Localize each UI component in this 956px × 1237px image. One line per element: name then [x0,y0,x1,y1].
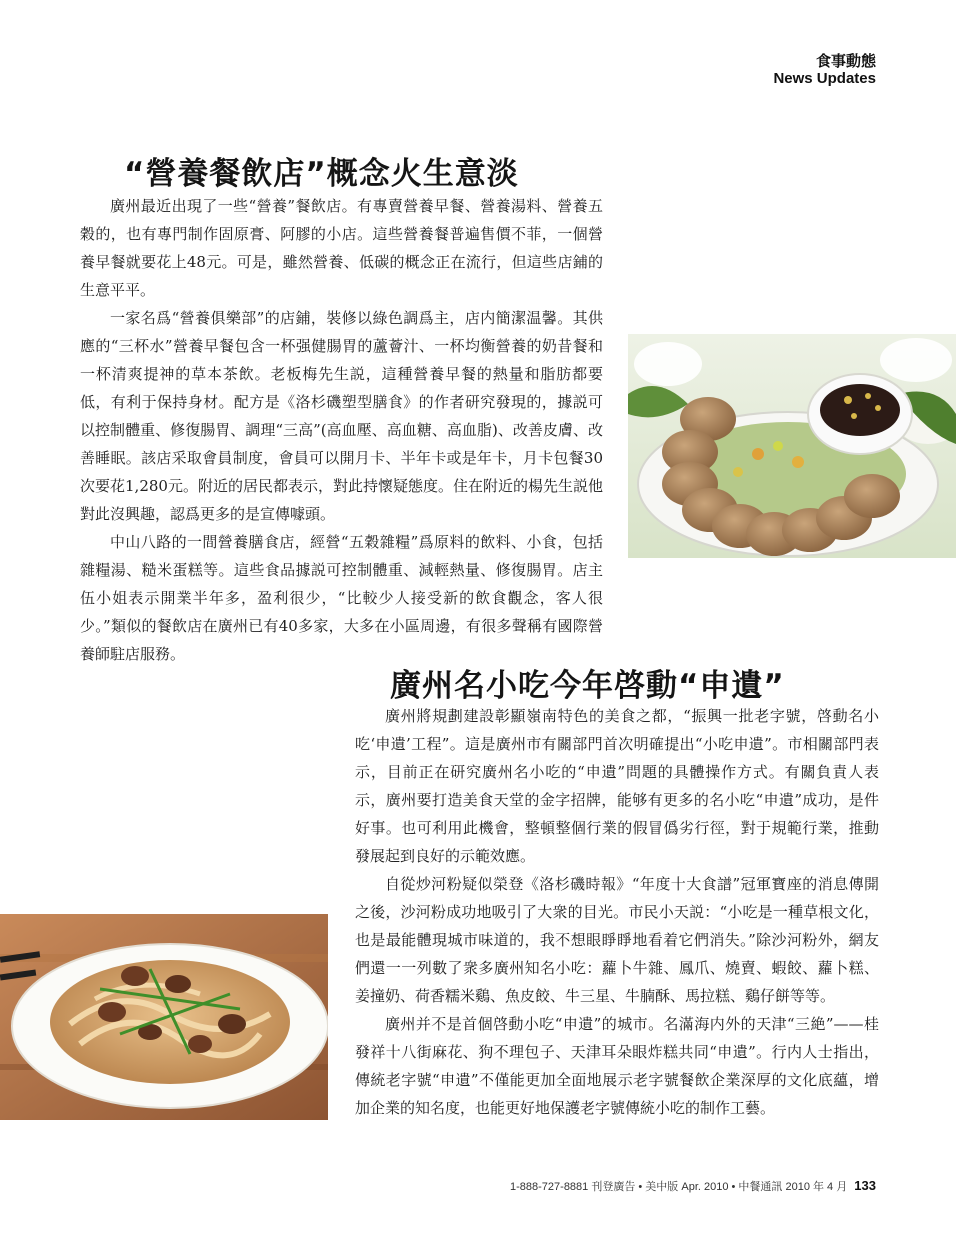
article2-paragraph: 自從炒河粉疑似榮登《洛杉磯時報》“年度十大食譜”冠軍寶座的消息傳開之後，沙河粉成功地吸引了大衆的目光。市民小天説：“小吃是一種草根文化，也是最能體現城市味道的，我不想眼睜睜地看着它們消失。”除沙河粉外，網友們還一一列數了衆多廣州知名小吃：蘿卜牛雜、鳳爪、燒賣、蝦餃、蘿卜糕、姜撞奶、荷香糯米鷄、魚皮餃、牛三星、牛腩酥、馬拉糕、鷄仔餅等等。 [355,875,879,1005]
fried-noodles-photo [0,914,328,1120]
article1-title: “營養餐飲店”概念火生意淡 [124,156,519,192]
article2-title: 廣州名小吃今年啓動“申遺” [390,668,785,704]
article2-body [355,702,879,1122]
nutrition-dish-photo [628,334,956,558]
article1-paragraph: 廣州最近出現了一些“營養”餐飲店。有專賣營養早餐、營養湯料、營養五穀的，也有專門制作固原膏、阿膠的小店。這些營養餐普遍售價不菲，一個營養早餐就要花上48元。可是，雖然營養、低碳的概念正在流行，但這些店鋪的生意平平。 [80,197,603,299]
article2-paragraph: 廣州將規劃建設彰顯嶺南特色的美食之都，“振興一批老字號，啓動名小吃‘申遺’工程”。這是廣州市有關部門首次明確提出“小吃申遺”。市相關部門表示，目前正在研究廣州名小吃的“申遺”問題的具體操作方式。有關負責人表示，廣州要打造美食天堂的金字招牌，能够有更多的名小吃“申遺”成功，是件好事。也可利用此機會，整頓整個行業的假冒僞劣行徑，對于規範行業，推動發展起到良好的示範效應。 [355,707,879,865]
footer-text: 1-888-727-8881 刊登廣告 • 美中版 Apr. 2010 • 中餐通訊 2010 年 4 月 [510,1181,848,1193]
article1-paragraph: 一家名爲“營養俱樂部”的店鋪，裝修以綠色調爲主，店内簡潔温馨。其供應的“三杯水”營養早餐包含一杯强健腸胃的蘆薈汁、一杯均衡營養的奶昔餐和一杯清爽提神的草本茶飲。老板梅先生説，這種營養早餐的熱量和脂肪都要低，有利于保持身材。配方是《洛杉磯塑型膳食》的作者研究發現的，據説可以控制體重、修復腸胃、調理“三高”(高血壓、高血糖、高血脂)、改善皮膚、改善睡眠。該店采取會員制度，會員可以開月卡、半年卡或是年卡，月卡包餐30次要花1,280元。附近的居民都表示，對此持懷疑態度。住在附近的楊先生説他對此沒興趣，認爲更多的是宣傳噱頭。 [80,309,603,523]
article2-paragraph: 廣州并不是首個啓動小吃“申遺”的城市。名滿海内外的天津“三絶”——桂發祥十八街麻花、狗不理包子、天津耳朵眼炸糕共同“申遺”。行内人士指出，傳統老字號“申遺”不僅能更加全面地展示老字號餐飲企業深厚的文化底蘊，增加企業的知名度，也能更好地保護老字號傳統小吃的制作工藝。 [355,1015,879,1117]
page-number: 133 [854,1178,876,1193]
section-title-en: News Updates [773,70,876,87]
page-footer [510,1178,876,1194]
article1-paragraph: 中山八路的一間營養膳食店，經營“五穀雜糧”爲原料的飲料、小食，包括雜糧湯、糙米蛋糕等。這些食品據説可控制體重、減輕熱量、修復腸胃。店主伍小姐表示開業半年多，盈利很少，“比較少人接受新的飲食觀念，客人很少。”類似的餐飲店在廣州已有40多家，大多在小區周邊，有很多聲稱有國際營養師駐店服務。 [80,533,603,663]
section-title-cn: 食事動態 [815,52,876,70]
article1-body [80,192,603,668]
